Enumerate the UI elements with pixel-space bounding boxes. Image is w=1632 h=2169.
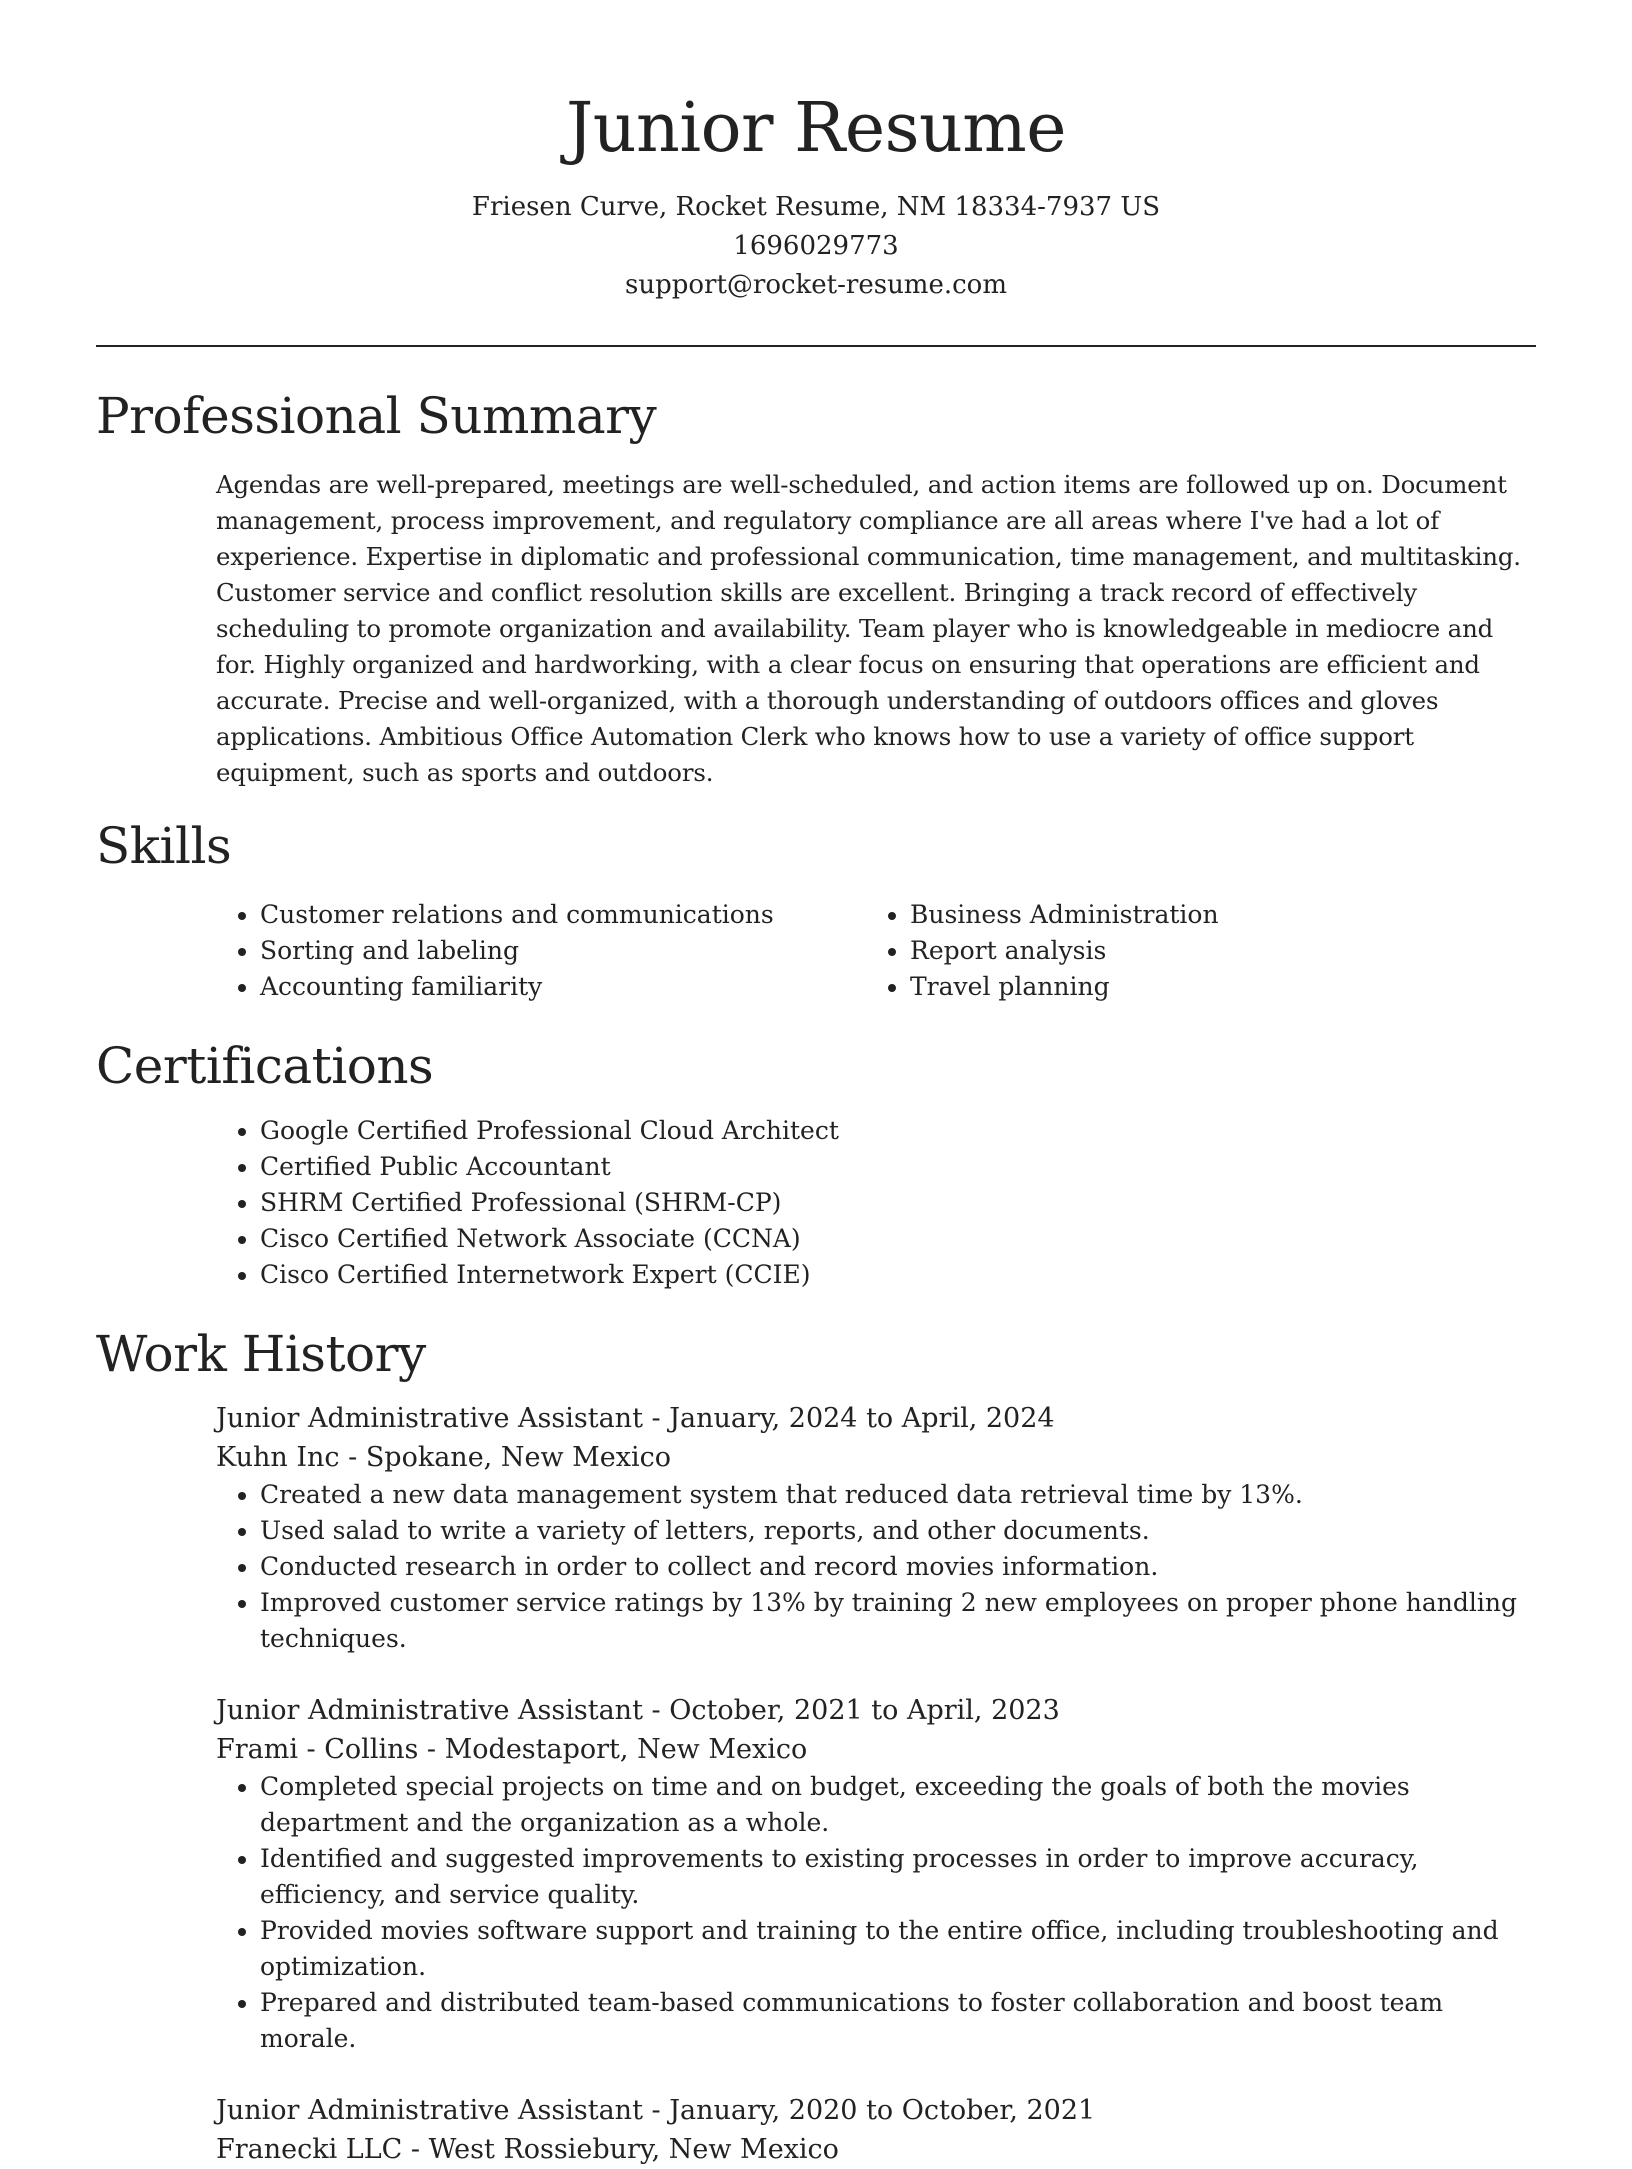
- contact-phone: 1696029773: [733, 231, 899, 261]
- certifications-list-wrap: [216, 1113, 1536, 1293]
- job-title-line: Junior Administrative Assistant - January, 2024 to April, 2024: [216, 1403, 1055, 1434]
- certification-item: • Cisco Certified Internetwork Expert (CCIE): [260, 1257, 1536, 1293]
- job-title-line: Junior Administrative Assistant - January, 2020 to October, 2021: [216, 2095, 1096, 2126]
- certification-item: • SHRM Certified Professional (SHRM-CP): [260, 1185, 1536, 1221]
- skill-item: • Sorting and labeling: [260, 933, 866, 969]
- header-divider: [96, 345, 1536, 347]
- job-location: West Rossiebury, New Mexico: [428, 2134, 839, 2165]
- resume-header: [96, 84, 1536, 305]
- job-company-line: Kuhn Inc - Spokane, New Mexico: [216, 1442, 671, 1473]
- job-company: Kuhn Inc: [216, 1442, 340, 1473]
- work-history-heading: Work History: [96, 1325, 426, 1383]
- job-title-line: Junior Administrative Assistant - October, 2021 to April, 2023: [216, 1695, 1060, 1726]
- job-bullet: • Created a new data management system that reduced data retrieval time by 13%.: [260, 1477, 1536, 1513]
- job-bullet: • Improved customer service ratings by 13% by training 2 new employees on proper phone handling techniques.: [260, 1585, 1536, 1657]
- candidate-name: Junior Resume: [565, 89, 1066, 168]
- resume-page: [96, 0, 1536, 2169]
- summary-text: Agendas are well-prepared, meetings are well-scheduled, and action items are followed up on. Document management, process improvement, and regulatory compliance are all areas where I've had a lot of experience. Expertise in diplomatic and professional communication, time management, and multitasking. Customer service and conflict resolution skills are excellent. Bringing a track record of effectively scheduling to promote organization and availability. Team player who is knowledgeable in mediocre and for. Highly organized and hardworking, with a clear focus on ensuring that operations are efficient and accurate. Precise and well-organized, with a thorough understanding of outdoors offices and gloves applications. Ambitious Office Automation Clerk who knows how to use a variety of office support equipment, such as sports and outdoors.: [216, 470, 1521, 787]
- skill-item: • Accounting familiarity: [260, 969, 866, 1005]
- certifications-section: [96, 1035, 1536, 1293]
- job-bullet: • Conducted research in order to collect and record movies information.: [260, 1549, 1536, 1585]
- job-entry: [216, 1399, 1536, 1657]
- job-bullet: • Identified and suggested improvements to existing processes in order to improve accuracy, efficiency, and service quality.: [260, 1841, 1536, 1913]
- job-entry: [216, 2091, 1536, 2169]
- job-location: Spokane, New Mexico: [365, 1442, 671, 1473]
- job-bullet: • Prepared and distributed team-based communications to foster collaboration and boost team morale.: [260, 1985, 1536, 2057]
- skills-grid: [216, 897, 1536, 1005]
- skills-list-left: [216, 897, 866, 1005]
- job-company-line: Frami - Collins - Modestaport, New Mexico: [216, 1734, 808, 1765]
- job-bullet: • Completed special projects on time and on budget, exceeding the goals of both the movies department and the organization as a whole.: [260, 1769, 1536, 1841]
- certification-item: • Certified Public Accountant: [260, 1149, 1536, 1185]
- job-dates: January, 2020 to October, 2021: [669, 2095, 1096, 2126]
- job-dates: October, 2021 to April, 2023: [669, 1695, 1060, 1726]
- skills-heading: Skills: [96, 817, 232, 875]
- job-company-line: Franecki LLC - West Rossiebury, New Mexico: [216, 2134, 839, 2165]
- job-title: Junior Administrative Assistant: [216, 1403, 643, 1434]
- skills-column-left: [216, 897, 866, 1005]
- job-company: Frami - Collins: [216, 1734, 419, 1765]
- summary-heading: Professional Summary: [96, 387, 657, 445]
- certifications-list: [216, 1113, 1536, 1293]
- job-bullets: [216, 1477, 1536, 1657]
- skills-list-right: [866, 897, 1516, 1005]
- job-title: Junior Administrative Assistant: [216, 1695, 643, 1726]
- job-bullet: • Provided movies software support and training to the entire office, including troubleshooting and optimization.: [260, 1913, 1536, 1985]
- skill-item: • Travel planning: [910, 969, 1516, 1005]
- certifications-heading: Certifications: [96, 1037, 434, 1095]
- job-company: Franecki LLC: [216, 2134, 403, 2165]
- skills-column-right: [866, 897, 1516, 1005]
- job-entry: [216, 1691, 1536, 2057]
- job-bullet: • Used salad to write a variety of letters, reports, and other documents.: [260, 1513, 1536, 1549]
- certification-item: • Cisco Certified Network Associate (CCNA): [260, 1221, 1536, 1257]
- skill-item: • Report analysis: [910, 933, 1516, 969]
- contact-email: support@rocket-resume.com: [624, 270, 1007, 300]
- job-dates: January, 2024 to April, 2024: [669, 1403, 1055, 1434]
- certification-item: • Google Certified Professional Cloud Architect: [260, 1113, 1536, 1149]
- summary-section: [96, 385, 1536, 791]
- skill-item: • Business Administration: [910, 897, 1516, 933]
- skill-item: • Customer relations and communications: [260, 897, 866, 933]
- job-title: Junior Administrative Assistant: [216, 2095, 643, 2126]
- job-bullets: [216, 1769, 1536, 2057]
- work-history-section: [96, 1323, 1536, 2169]
- skills-section: [96, 815, 1536, 1005]
- job-location: Modestaport, New Mexico: [444, 1734, 808, 1765]
- contact-address: Friesen Curve, Rocket Resume, NM 18334-7937 US: [471, 192, 1161, 222]
